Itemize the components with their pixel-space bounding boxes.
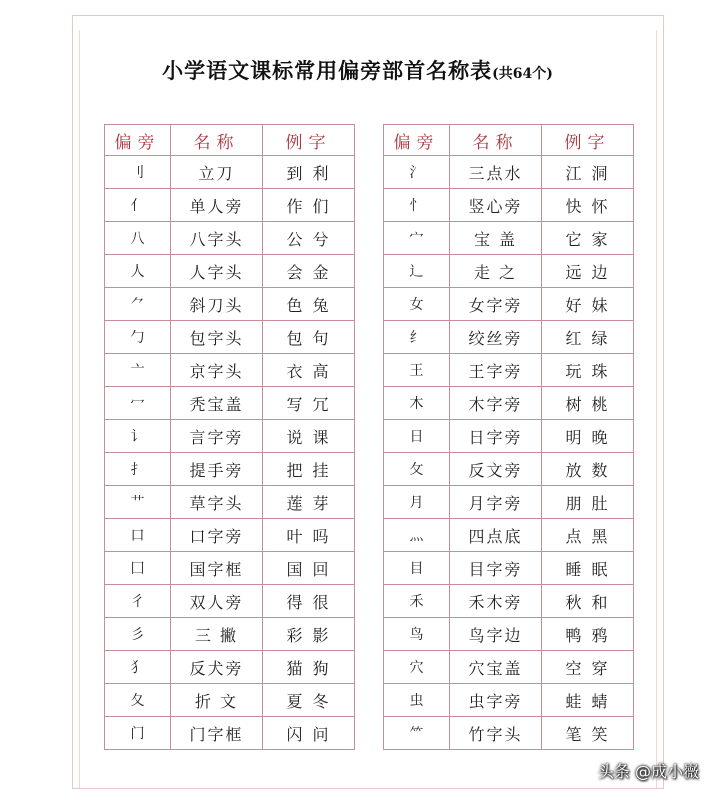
header-radical: 偏旁 [384,125,450,156]
header-name: 名称 [171,125,263,156]
name-cell: 四点底 [450,519,542,552]
name-cell: 走 之 [450,255,542,288]
header-radical: 偏旁 [105,125,171,156]
name-cell: 绞丝旁 [450,321,542,354]
table-row [105,321,355,354]
example-cell: 好妹 [542,288,634,321]
radical-cell: 讠 [105,420,171,453]
table-row [384,354,634,387]
margin-line-right [656,30,657,788]
radical-cell: 亻 [105,189,171,222]
radical-table-left [104,124,355,750]
radical-cell: 攵 [384,453,450,486]
table-row [105,387,355,420]
example-cell: 秋和 [542,585,634,618]
example-cell: 点黑 [542,519,634,552]
example-cell: 猫狗 [263,651,355,684]
example-cell: 夏冬 [263,684,355,717]
header-name: 名称 [450,125,542,156]
radical-cell: 忄 [384,189,450,222]
table-row [105,420,355,453]
radical-cell: 扌 [105,453,171,486]
radical-cell: 犭 [105,651,171,684]
radical-cell: 日 [384,420,450,453]
table-row [105,519,355,552]
radical-cell: 人 [105,255,171,288]
name-cell: 口字旁 [171,519,263,552]
radical-cell: 穴 [384,651,450,684]
table-header-row [105,125,355,156]
radical-cell: 木 [384,387,450,420]
radical-cell: 彡 [105,618,171,651]
radical-cell: 口 [105,519,171,552]
example-cell: 莲芽 [263,486,355,519]
table-row [105,684,355,717]
table-row [105,189,355,222]
table-row [384,255,634,288]
name-cell: 八字头 [171,222,263,255]
example-cell: 色兔 [263,288,355,321]
radical-cell: 夂 [105,684,171,717]
radical-cell: 纟 [384,321,450,354]
table-row [384,552,634,585]
example-cell: 鸭鸦 [542,618,634,651]
radical-cell: 月 [384,486,450,519]
table-row [384,288,634,321]
name-cell: 三 撇 [171,618,263,651]
radical-cell: 禾 [384,585,450,618]
name-cell: 女字旁 [450,288,542,321]
name-cell: 双人旁 [171,585,263,618]
header-example: 例字 [542,125,634,156]
name-cell: 言字旁 [171,420,263,453]
table-row [384,321,634,354]
header-example: 例字 [263,125,355,156]
table-row [105,222,355,255]
example-cell: 睡眠 [542,552,634,585]
table-row [384,453,634,486]
radical-table-right [383,124,634,750]
radical-cell: 宀 [384,222,450,255]
radical-cell: 灬 [384,519,450,552]
example-cell: 包句 [263,321,355,354]
example-cell: 快怀 [542,189,634,222]
example-cell: 它家 [542,222,634,255]
example-cell: 衣高 [263,354,355,387]
example-cell: 闪问 [263,717,355,750]
table-row [384,585,634,618]
radical-cell: 辶 [384,255,450,288]
radical-cell: 刂 [105,156,171,189]
radical-cell: 女 [384,288,450,321]
example-cell: 写冗 [263,387,355,420]
table-row [105,156,355,189]
example-cell: 江洞 [542,156,634,189]
name-cell: 单人旁 [171,189,263,222]
radical-cell: 冖 [105,387,171,420]
name-cell: 折 文 [171,684,263,717]
radical-cell: 彳 [105,585,171,618]
table-row [105,453,355,486]
name-cell: 目字旁 [450,552,542,585]
name-cell: 斜刀头 [171,288,263,321]
name-cell: 国字框 [171,552,263,585]
title-count: (共64个) [492,66,553,82]
radical-cell: 亠 [105,354,171,387]
table-row [384,684,634,717]
name-cell: 三点水 [450,156,542,189]
table-row [105,585,355,618]
example-cell: 远边 [542,255,634,288]
example-cell: 红绿 [542,321,634,354]
table-row [384,189,634,222]
title-text: 小学语文课标常用偏旁部首名称表 [162,58,493,83]
radical-cell: 艹 [105,486,171,519]
table-row [105,618,355,651]
name-cell: 日字旁 [450,420,542,453]
name-cell: 秃宝盖 [171,387,263,420]
table-row [384,519,634,552]
name-cell: 门字框 [171,717,263,750]
table-row [105,354,355,387]
table-row [384,717,634,750]
name-cell: 反文旁 [450,453,542,486]
name-cell: 鸟字边 [450,618,542,651]
page-title [0,55,715,85]
example-cell: 公兮 [263,222,355,255]
table-row [105,255,355,288]
radical-cell: ⺮ [384,717,450,750]
table-row [384,222,634,255]
example-cell: 蛙蜻 [542,684,634,717]
name-cell: 草字头 [171,486,263,519]
name-cell: 竖心旁 [450,189,542,222]
radical-cell: 王 [384,354,450,387]
radical-cell: 目 [384,552,450,585]
example-cell: 树桃 [542,387,634,420]
example-cell: 作们 [263,189,355,222]
name-cell: 穴宝盖 [450,651,542,684]
watermark: 头条 @成小嶶 [597,762,699,781]
example-cell: 放数 [542,453,634,486]
name-cell: 提手旁 [171,453,263,486]
name-cell: 立刀 [171,156,263,189]
example-cell: 明晚 [542,420,634,453]
name-cell: 王字旁 [450,354,542,387]
table-row [105,288,355,321]
name-cell: 反犬旁 [171,651,263,684]
radical-cell: 八 [105,222,171,255]
example-cell: 把挂 [263,453,355,486]
table-row [384,486,634,519]
table-row [105,717,355,750]
example-cell: 得很 [263,585,355,618]
table-row [105,651,355,684]
name-cell: 虫字旁 [450,684,542,717]
example-cell: 笔笑 [542,717,634,750]
table-header-row [384,125,634,156]
example-cell: 说课 [263,420,355,453]
name-cell: 木字旁 [450,387,542,420]
radical-cell: 氵 [384,156,450,189]
example-cell: 玩珠 [542,354,634,387]
example-cell: 国回 [263,552,355,585]
example-cell: 朋肚 [542,486,634,519]
name-cell: 人字头 [171,255,263,288]
table-row [105,486,355,519]
radical-cell: 囗 [105,552,171,585]
table-row [384,618,634,651]
example-cell: 到利 [263,156,355,189]
name-cell: 月字旁 [450,486,542,519]
name-cell: 包字头 [171,321,263,354]
table-row [384,651,634,684]
table-row [105,552,355,585]
example-cell: 空穿 [542,651,634,684]
radical-cell: 勹 [105,321,171,354]
radical-cell: 鸟 [384,618,450,651]
example-cell: 叶吗 [263,519,355,552]
name-cell: 宝 盖 [450,222,542,255]
radical-cell: ⺈ [105,288,171,321]
example-cell: 彩影 [263,618,355,651]
radical-cell: 门 [105,717,171,750]
radical-cell: 虫 [384,684,450,717]
name-cell: 竹字头 [450,717,542,750]
name-cell: 京字头 [171,354,263,387]
table-row [384,387,634,420]
example-cell: 会金 [263,255,355,288]
table-row [384,420,634,453]
name-cell: 禾木旁 [450,585,542,618]
margin-line-left [79,30,80,788]
table-row [384,156,634,189]
